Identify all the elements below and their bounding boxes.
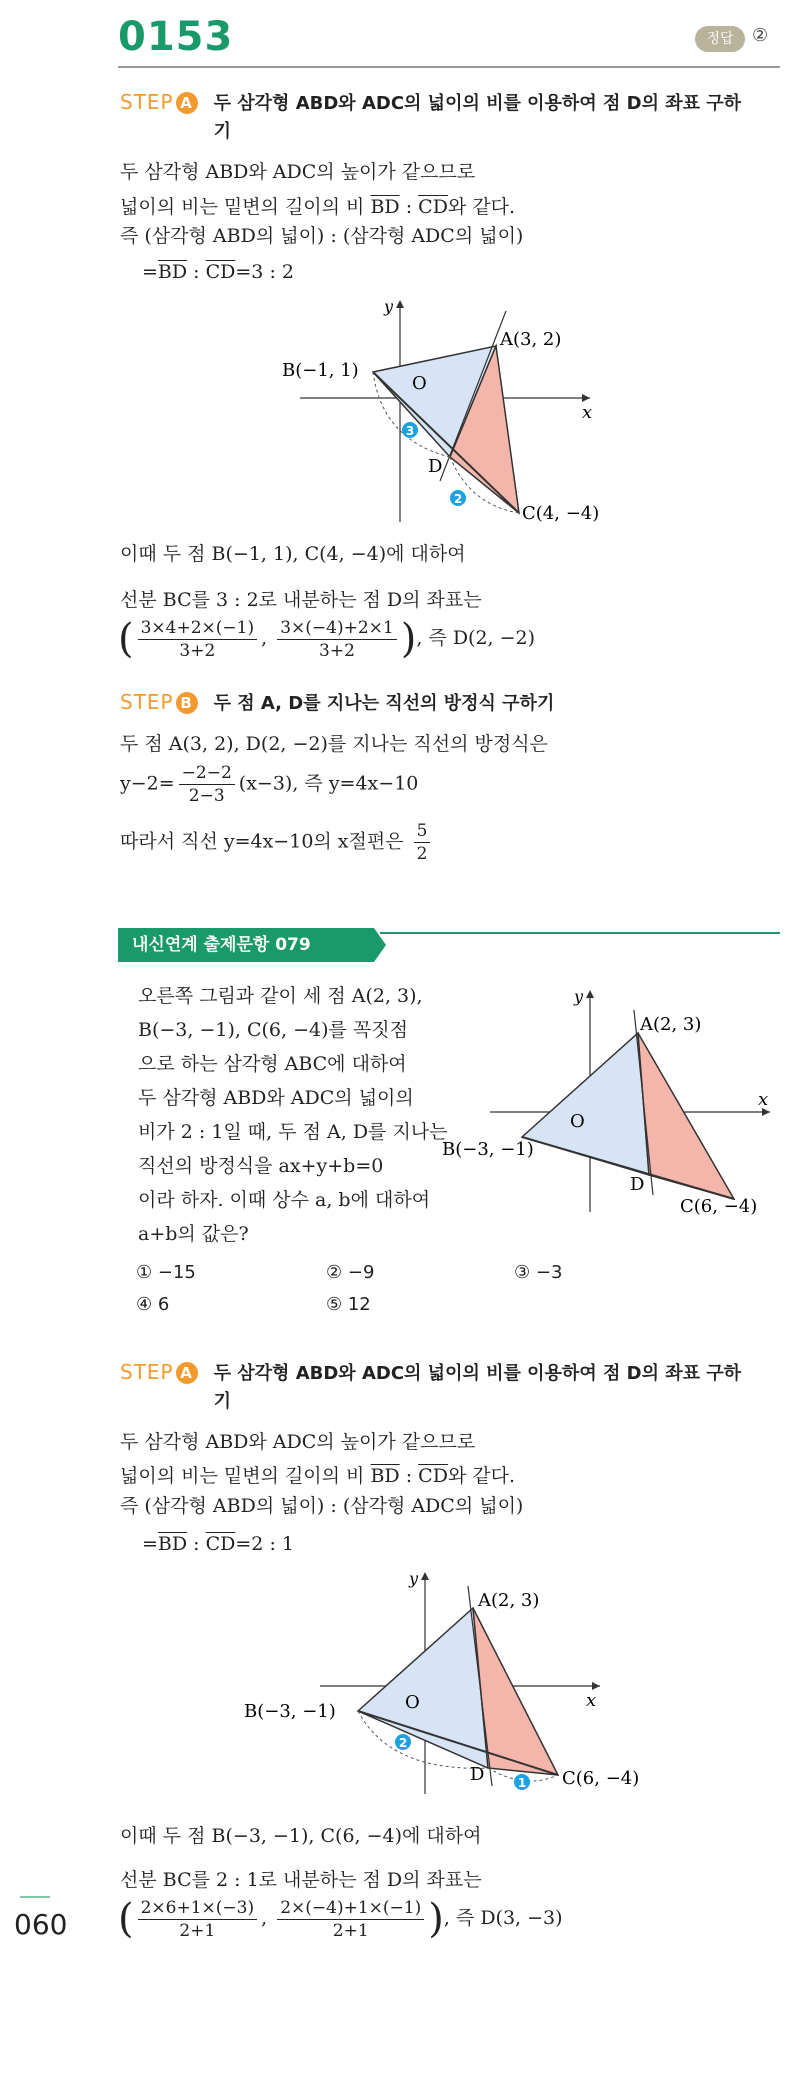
text-line: 두 삼각형 ABD와 ADC의 높이가 같으므로 bbox=[120, 1431, 476, 1453]
step-label: STEP A bbox=[120, 90, 198, 114]
step-title: 두 삼각형 ABD와 ADC의 넓이의 비를 이용하여 점 D의 좌표 구하기 bbox=[213, 1363, 742, 1412]
text-line: 이때 두 점 B(−1, 1), C(4, −4)에 대하여 bbox=[120, 543, 466, 565]
problem-line: 직선의 방정식을 ax+y+b=0 bbox=[138, 1155, 384, 1177]
point-d-label: D bbox=[470, 1764, 485, 1785]
step-letter-badge: B bbox=[176, 692, 198, 714]
problem-line: a+b의 값은? bbox=[138, 1223, 249, 1245]
step-title: 두 삼각형 ABD와 ADC의 넓이의 비를 이용하여 점 D의 좌표 구하기 bbox=[213, 93, 742, 142]
point-b-label: B(−3, −1) bbox=[442, 1139, 534, 1160]
problem-number: 0153 bbox=[118, 14, 234, 60]
origin-label: O bbox=[412, 373, 427, 394]
step-a-heading bbox=[120, 90, 754, 146]
y-axis-label: y bbox=[574, 987, 584, 1006]
ratio-line: $=\overline{BD}$ : $\overline{CD}=2$ : 1 bbox=[142, 1533, 294, 1555]
point-c-label: C(6, −4) bbox=[680, 1196, 758, 1217]
text-line: 이때 두 점 B(−3, −1), C(6, −4)에 대하여 bbox=[120, 1825, 482, 1847]
problem-line: 오른쪽 그림과 같이 세 점 A(2, 3), bbox=[138, 985, 423, 1007]
step-label: STEP A bbox=[120, 1360, 198, 1384]
banner-title: 내신연계 출제문항 079 bbox=[118, 928, 374, 962]
problem-triangle-figure bbox=[440, 980, 780, 1220]
line-equation: y−2= $\frac{-2-2}{2-3}$ (x−3), 즉 y=4x−10 bbox=[120, 763, 419, 806]
mark-dc-label: 2 bbox=[453, 492, 463, 506]
step-b-heading bbox=[120, 690, 754, 718]
text-line: 선분 BC를 2 : 1로 내분하는 점 D의 좌표는 bbox=[120, 1869, 482, 1891]
text-line: 넓이의 비는 밑변의 길이의 비 $\overline{BD}$ : $\overline{CD}$와 같다. bbox=[120, 1465, 516, 1487]
page-number-rule bbox=[20, 1896, 50, 1898]
step-a-heading-2 bbox=[120, 1360, 754, 1416]
choice-5[interactable]: ⑤ 12 bbox=[326, 1294, 371, 1315]
point-c-label: C(6, −4) bbox=[562, 1768, 640, 1789]
point-b-label: B(−3, −1) bbox=[244, 1701, 336, 1722]
point-d-label: D bbox=[428, 456, 443, 477]
text-line: 두 점 A(3, 2), D(2, −2)를 지나는 직선의 방정식은 bbox=[120, 733, 548, 755]
point-a-label: A(3, 2) bbox=[500, 329, 562, 350]
mark-bd-label: 2 bbox=[398, 1736, 408, 1750]
problem-line: 으로 하는 삼각형 ABC에 대하여 bbox=[138, 1053, 407, 1075]
step-letter-badge: A bbox=[176, 1362, 198, 1384]
answer-value: ② bbox=[752, 25, 769, 46]
triangle-figure-2 bbox=[240, 1562, 660, 1802]
choice-1[interactable]: ① −15 bbox=[136, 1262, 196, 1283]
x-intercept-line: 따라서 직선 y=4x−10의 x절편은 $\frac{5}{2}$ bbox=[120, 820, 434, 865]
point-b-label: B(−1, 1) bbox=[282, 360, 359, 381]
origin-label: O bbox=[405, 1692, 420, 1713]
mark-dc-label: 1 bbox=[517, 1776, 527, 1790]
text-line: 선분 BC를 3 : 2로 내분하는 점 D의 좌표는 bbox=[120, 589, 482, 611]
text-line: 넓이의 비는 밑변의 길이의 비 $\overline{BD}$ : $\overline{CD}$와 같다. bbox=[120, 196, 516, 218]
coordinate-formula: ( $\frac{3\times 4+2\times(-1)}{3+2}$ , $\frac{3\times(-4)+2\times 1}{3+2}$ ), 즉 D(2, −2) bbox=[118, 616, 536, 662]
choice-2[interactable]: ② −9 bbox=[326, 1262, 375, 1283]
y-axis-label: y bbox=[384, 297, 394, 316]
mark-bd-label: 3 bbox=[405, 424, 415, 438]
point-a-label: A(2, 3) bbox=[640, 1014, 702, 1035]
page-number: 060 bbox=[14, 1908, 68, 1941]
text-line: 즉 (삼각형 ABD의 넓이) : (삼각형 ADC의 넓이) bbox=[120, 225, 524, 247]
coordinate-formula: ( $\frac{2\times 6+1\times(-3)}{2+1}$ , $\frac{2\times(-4)+1\times(-1)}{2+1}$ ), 즉 D(3, −3) bbox=[118, 1896, 563, 1942]
origin-label: O bbox=[570, 1111, 585, 1132]
x-axis-label: x bbox=[586, 1690, 597, 1711]
step-letter-badge: A bbox=[176, 92, 198, 114]
header-divider bbox=[118, 66, 780, 68]
point-d-label: D bbox=[630, 1174, 645, 1195]
problem-line: B(−3, −1), C(6, −4)를 꼭짓점 bbox=[138, 1019, 408, 1041]
problem-line: 비가 2 : 1일 때, 두 점 A, D를 지나는 bbox=[138, 1121, 448, 1143]
triangle-figure-1 bbox=[270, 290, 610, 530]
text-line: 두 삼각형 ABD와 ADC의 높이가 같으므로 bbox=[120, 161, 476, 183]
x-axis-label: x bbox=[758, 1089, 769, 1110]
ratio-line: $=\overline{BD}$ : $\overline{CD}=3$ : 2 bbox=[142, 261, 294, 283]
step-label: STEP B bbox=[120, 690, 198, 714]
step-title: 두 점 A, D를 지나는 직선의 방정식 구하기 bbox=[213, 693, 555, 714]
problem-line: 이라 하자. 이때 상수 a, b에 대하여 bbox=[138, 1189, 431, 1211]
point-a-label: A(2, 3) bbox=[478, 1590, 540, 1611]
text-line: 즉 (삼각형 ABD의 넓이) : (삼각형 ADC의 넓이) bbox=[120, 1495, 524, 1517]
point-c-label: C(4, −4) bbox=[522, 503, 600, 524]
x-axis-label: x bbox=[582, 402, 593, 423]
choice-4[interactable]: ④ 6 bbox=[136, 1294, 170, 1315]
related-problem-banner bbox=[118, 928, 780, 966]
y-axis-label: y bbox=[409, 1569, 419, 1588]
answer-badge: 정답 bbox=[695, 26, 745, 52]
choice-3[interactable]: ③ −3 bbox=[514, 1262, 563, 1283]
problem-line: 두 삼각형 ABD와 ADC의 넓이의 bbox=[138, 1087, 414, 1109]
